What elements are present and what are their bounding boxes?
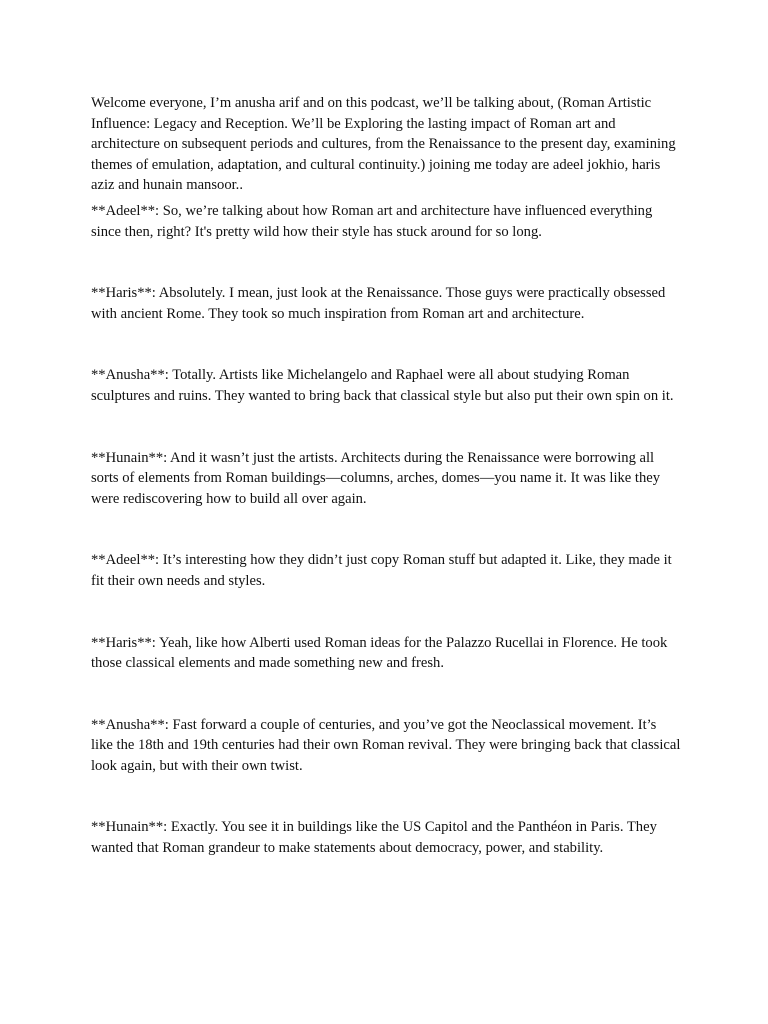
dialogue-paragraph: **Haris**: Yeah, like how Alberti used Roman ideas for the Palazzo Rucellai in Florence. He took those classical elements and made something new and fresh. <box>91 634 668 672</box>
dialogue-paragraph: **Hunain**: Exactly. You see it in buildings like the US Capitol and the Panthéon in Paris. They wanted that Roman grandeur to make statements about democracy, power, and stability. <box>91 819 657 857</box>
dialogue-paragraph: **Hunain**: And it wasn’t just the artists. Architects during the Renaissance were borrowing all sorts of elements from Roman buildings—columns, arches, domes—you name it. It was like they were rediscovering how to build all over again. <box>91 449 661 507</box>
dialogue-paragraph: **Anusha**: Fast forward a couple of centuries, and you’ve got the Neoclassical movement. It’s like the 18th and 19th centuries had their own Roman revival. They were bringing back that classical look again, but with their own twist. <box>91 716 681 774</box>
dialogue-paragraph: **Haris**: Absolutely. I mean, just look at the Renaissance. Those guys were practically obsessed with ancient Rome. They took so much inspiration from Roman art and architecture. <box>91 285 666 322</box>
dialogue-paragraph: **Adeel**: It’s interesting how they didn’t just copy Roman stuff but adapted it. Like, they made it fit their own needs and styles. <box>91 552 672 589</box>
dialogue-paragraph: **Adeel**: So, we’re talking about how Roman art and architecture have influenced everything since then, right? It's pretty wild how their style has stuck around for so long. <box>91 202 653 240</box>
dialogue-paragraph: **Anusha**: Totally. Artists like Michelangelo and Raphael were all about studying Roman sculptures and ruins. They wanted to bring back that classical style but also put their own spin on it. <box>91 367 674 404</box>
document-page <box>91 93 681 859</box>
intro-paragraph: Welcome everyone, I’m anusha arif and on this podcast, we’ll be talking about, (Roman Artistic Influence: Legacy and Reception. We’ll be Exploring the lasting impact of Roman art and architecture on subsequent periods and cultures, from the Renaissance to the present day, examining themes of emulation, adaptation, and cultural continuity.) joining me today are adeel jokhio, haris aziz and hunain mansoor.. <box>91 95 676 194</box>
